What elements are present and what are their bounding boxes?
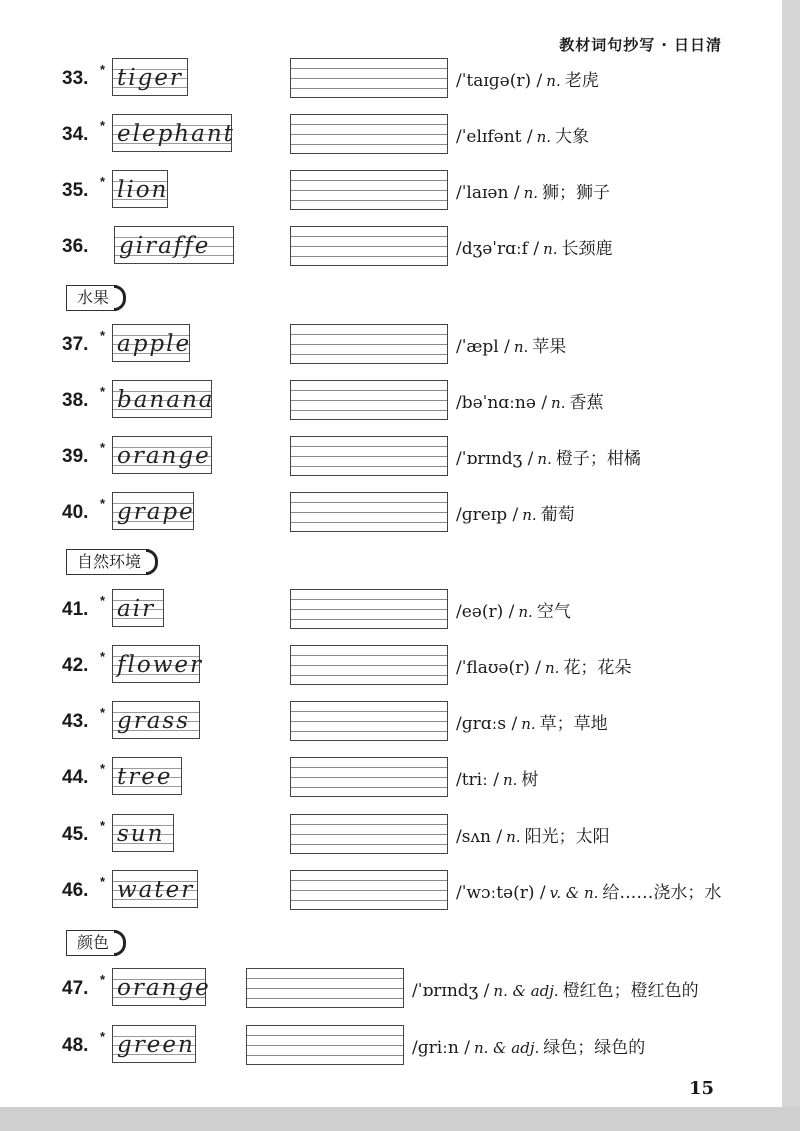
meaning: 花；花朵: [563, 658, 632, 678]
phonetic: /ɡrɑːs /: [456, 714, 518, 734]
meaning: 树: [521, 770, 539, 790]
word-text: tiger: [117, 65, 183, 91]
meaning: 草；草地: [539, 714, 608, 734]
entry-number: 41.: [62, 599, 89, 620]
phonetic: /sʌn /: [456, 827, 503, 847]
section-label-fruit: 水果: [66, 285, 117, 311]
word-box: [112, 968, 211, 1006]
copy-writing-box[interactable]: [290, 226, 448, 266]
vocab-entry: [0, 58, 782, 98]
star-mark: *: [100, 874, 106, 889]
word-box: [112, 492, 194, 530]
meaning: 阳光；太阳: [524, 827, 610, 847]
header-title: 教材词句抄写: [559, 36, 656, 54]
phonetic: /ˈelɪfənt /: [456, 127, 533, 147]
phonetic: /ɡreɪp /: [456, 505, 519, 525]
vocab-entry: [0, 170, 782, 210]
part-of-speech: n. & adj.: [493, 982, 559, 1000]
definition: [412, 1033, 645, 1058]
word-box: [112, 114, 235, 152]
copy-writing-box[interactable]: [290, 380, 448, 420]
phonetic: /ˈlaɪən /: [456, 183, 520, 203]
definition: [456, 66, 599, 91]
meaning: 绿色；绿色的: [543, 1038, 646, 1058]
word-box: [112, 589, 164, 627]
header-subtitle: 日日清: [673, 36, 722, 54]
meaning: 大象: [555, 127, 590, 147]
meaning: 苹果: [532, 337, 567, 357]
star-mark: *: [100, 972, 106, 987]
phonetic: /ˈɒrɪndʒ /: [456, 449, 534, 469]
meaning: 给……浇水；水: [602, 883, 722, 903]
star-mark: *: [100, 496, 106, 511]
word-text: grape: [117, 499, 195, 525]
part-of-speech: n.: [551, 394, 566, 412]
copy-writing-box[interactable]: [290, 58, 448, 98]
definition: [456, 597, 571, 622]
word-text: water: [117, 877, 195, 903]
meaning: 葡萄: [540, 505, 575, 525]
word-text: orange: [117, 975, 211, 1001]
star-mark: *: [100, 118, 106, 133]
word-box: [112, 436, 212, 474]
phonetic: /dʒəˈrɑːf /: [456, 239, 540, 259]
phonetic: /ˈflaʊə(r) /: [456, 658, 541, 678]
word-box: [112, 1025, 196, 1063]
star-mark: *: [100, 328, 106, 343]
entry-number: 46.: [62, 880, 89, 901]
vocab-entry: [0, 589, 782, 629]
vocab-entry: [0, 226, 782, 266]
copy-writing-box[interactable]: [290, 114, 448, 154]
word-text: lion: [117, 177, 169, 203]
vocab-entry: [0, 757, 782, 797]
star-mark: *: [100, 174, 106, 189]
vocab-entry: [0, 324, 782, 364]
phonetic: /triː /: [456, 770, 499, 790]
definition: [456, 388, 603, 413]
part-of-speech: n.: [546, 72, 561, 90]
entry-number: 47.: [62, 978, 89, 999]
word-text: elephant: [117, 121, 235, 147]
vocab-entry: [0, 701, 782, 741]
phonetic: /ˈtaɪɡə(r) /: [456, 71, 543, 91]
part-of-speech: n.: [523, 184, 538, 202]
definition: [456, 444, 641, 469]
part-of-speech: n.: [536, 128, 552, 146]
definition: [456, 765, 538, 790]
copy-writing-box[interactable]: [290, 436, 448, 476]
copy-writing-box[interactable]: [246, 968, 404, 1008]
word-box: [112, 814, 174, 852]
entry-number: 42.: [62, 655, 89, 676]
word-box: [112, 645, 204, 683]
vocab-entry: [0, 968, 782, 1008]
meaning: 香蕉: [569, 393, 604, 413]
part-of-speech: n.: [518, 603, 533, 621]
definition: [412, 976, 699, 1001]
word-text: tree: [117, 764, 173, 790]
word-text: banana: [117, 387, 215, 413]
part-of-speech: n.: [543, 240, 558, 258]
word-box: [112, 170, 168, 208]
definition: [456, 500, 575, 525]
copy-writing-box[interactable]: [290, 701, 448, 741]
vocab-entry: [0, 114, 782, 154]
copy-writing-box[interactable]: [290, 814, 448, 854]
phonetic: /ˈæpl /: [456, 337, 510, 357]
word-text: green: [117, 1032, 195, 1058]
scan-edge-bottom: [0, 1107, 800, 1131]
phonetic: /ɡriːn /: [412, 1038, 470, 1058]
phonetic: /bəˈnɑːnə /: [456, 393, 548, 413]
header-dot: ·: [661, 36, 668, 54]
definition: [456, 234, 613, 259]
entry-number: 39.: [62, 446, 89, 467]
phonetic: /ˈɒrɪndʒ /: [412, 981, 490, 1001]
entry-number: 43.: [62, 711, 89, 732]
copy-writing-box[interactable]: [290, 870, 448, 910]
word-text: grass: [117, 708, 191, 734]
word-text: apple: [117, 331, 192, 357]
vocab-entry: [0, 492, 782, 532]
part-of-speech: n.: [537, 450, 552, 468]
star-mark: *: [100, 761, 106, 776]
definition: [456, 822, 610, 847]
definition: [456, 709, 608, 734]
star-mark: *: [100, 705, 106, 720]
entry-number: 37.: [62, 334, 89, 355]
star-mark: *: [100, 1029, 106, 1044]
star-mark: *: [100, 440, 106, 455]
part-of-speech: n.: [513, 338, 529, 356]
vocab-entry: [0, 870, 782, 910]
entry-number: 33.: [62, 68, 89, 89]
word-box: [112, 58, 188, 96]
entry-number: 40.: [62, 502, 89, 523]
meaning: 橙子；柑橘: [555, 449, 641, 469]
star-mark: *: [100, 649, 106, 664]
entry-number: 44.: [62, 767, 89, 788]
entry-number: 45.: [62, 824, 89, 845]
star-mark: *: [100, 62, 106, 77]
part-of-speech: n.: [506, 828, 521, 846]
definition: [456, 332, 566, 357]
meaning: 狮；狮子: [542, 183, 610, 203]
star-mark: *: [100, 593, 106, 608]
page-header: [559, 34, 722, 55]
entry-number: 35.: [62, 180, 89, 201]
meaning: 橙红色；橙红色的: [562, 981, 699, 1001]
copy-writing-box[interactable]: [290, 170, 448, 210]
part-of-speech: n.: [521, 715, 536, 733]
phonetic: /eə(r) /: [456, 602, 515, 622]
vocab-entry: [0, 380, 782, 420]
definition: [456, 122, 589, 147]
definition: [456, 178, 610, 203]
copy-writing-box[interactable]: [290, 645, 448, 685]
section-label-color: 颜色: [66, 930, 117, 956]
page-number: 15: [688, 1078, 714, 1099]
part-of-speech: n.: [522, 506, 537, 524]
entry-number: 38.: [62, 390, 89, 411]
copy-writing-box[interactable]: [290, 324, 448, 364]
phonetic: /ˈwɔːtə(r) /: [456, 883, 546, 903]
part-of-speech: n.: [545, 659, 560, 677]
meaning: 空气: [536, 602, 571, 622]
word-text: orange: [117, 443, 211, 469]
definition: [456, 878, 721, 903]
entry-number: 34.: [62, 124, 89, 145]
vocab-entry: [0, 645, 782, 685]
meaning: 老虎: [564, 71, 599, 91]
star-mark: *: [100, 384, 106, 399]
entry-number: 48.: [62, 1035, 89, 1056]
definition: [456, 653, 631, 678]
vocab-entry: [0, 436, 782, 476]
word-text: giraffe: [119, 233, 211, 259]
copy-writing-box[interactable]: [290, 492, 448, 532]
copy-writing-box[interactable]: [246, 1025, 404, 1065]
vocab-entry: [0, 1025, 782, 1065]
word-box: [114, 226, 234, 264]
vocab-entry: [0, 814, 782, 854]
scan-edge-right: [782, 0, 800, 1107]
word-box: [112, 701, 200, 739]
word-text: air: [117, 596, 156, 622]
entry-number: 36.: [62, 236, 89, 257]
word-box: [112, 380, 215, 418]
meaning: 长颈鹿: [561, 239, 613, 259]
section-label-nature: 自然环境: [66, 549, 149, 575]
word-box: [112, 324, 190, 362]
part-of-speech: v. & n.: [549, 884, 599, 902]
copy-writing-box[interactable]: [290, 757, 448, 797]
part-of-speech: n.: [502, 771, 518, 789]
copy-writing-box[interactable]: [290, 589, 448, 629]
part-of-speech: n. & adj.: [473, 1039, 540, 1057]
word-box: [112, 870, 198, 908]
word-text: sun: [117, 821, 165, 847]
star-mark: *: [100, 818, 106, 833]
word-box: [112, 757, 182, 795]
word-text: flower: [117, 652, 204, 678]
